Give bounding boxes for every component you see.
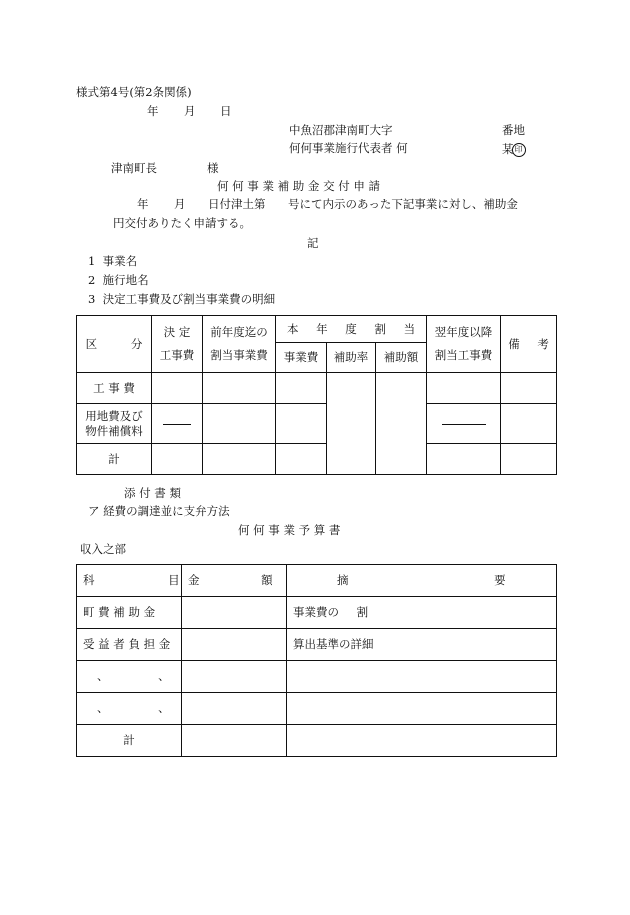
date-month: 月 xyxy=(184,104,196,118)
cell xyxy=(501,373,557,404)
cost-breakdown-table xyxy=(76,315,557,475)
dash-line xyxy=(442,424,486,425)
header-kettei-top: 決 定 xyxy=(163,325,191,340)
header-hojoritsu: 補助率 xyxy=(327,343,376,373)
address-label: 中魚沼郡津南町大字 xyxy=(289,123,393,137)
body-year: 年 xyxy=(137,197,149,211)
cell xyxy=(276,444,327,475)
applicant-name xyxy=(502,143,526,157)
row-koujihi: 工 事 費 xyxy=(77,373,152,404)
body-ref: 日付津土第 xyxy=(208,197,266,211)
header-kamoku: 科 目 xyxy=(77,565,182,597)
addressee-honorific: 様 xyxy=(207,161,219,175)
row-youchi xyxy=(77,404,152,444)
date-day: 日 xyxy=(220,104,232,118)
header-zennendo-bottom: 割当事業費 xyxy=(210,348,268,362)
header-zennendo xyxy=(203,316,276,373)
cell xyxy=(182,597,287,629)
applicant-label: 何何事業施行代表者 何 xyxy=(289,141,408,155)
body-month: 月 xyxy=(174,197,186,211)
cell xyxy=(276,404,327,444)
item-1 xyxy=(88,256,137,268)
cell xyxy=(182,693,287,725)
cell xyxy=(276,373,327,404)
cell xyxy=(182,629,287,661)
row-tekiyou xyxy=(287,693,557,725)
header-kingaku: 金 額 xyxy=(182,565,287,597)
cell-dash xyxy=(152,404,203,444)
row-tekiyou xyxy=(287,725,557,757)
item-label: 施行地名 xyxy=(102,273,149,287)
row-tekiyou: 事業費の 割 xyxy=(287,597,557,629)
row-kamoku: 、 、 xyxy=(77,661,182,693)
cell xyxy=(182,661,287,693)
cell xyxy=(427,373,501,404)
header-yokunendo-bottom: 割当工事費 xyxy=(434,348,493,362)
row-kamoku-total: 計 xyxy=(77,725,182,757)
header-tekiyou: 摘 要 xyxy=(287,565,557,597)
item-num: 2 xyxy=(88,273,96,287)
body-rest: 号にて内示のあった下記事業に対し、補助金 xyxy=(288,197,518,211)
attachments-title: 添 付 書 類 xyxy=(124,486,181,500)
item-3 xyxy=(88,294,275,306)
row-kei: 計 xyxy=(77,444,152,475)
header-kettei-bottom: 工事費 xyxy=(159,348,195,362)
applicant-name-text: 某 xyxy=(502,142,514,156)
cell xyxy=(203,404,276,444)
cell xyxy=(203,444,276,475)
item-label: 事業名 xyxy=(102,254,138,268)
cell xyxy=(501,444,557,475)
item-label: 決定工事費及び割当事業費の明細 xyxy=(102,292,276,306)
header-kettei xyxy=(152,316,203,373)
dash-line xyxy=(163,424,191,425)
form-number: 様式第4号(第2条関係) xyxy=(76,85,192,99)
cell-dash xyxy=(427,404,501,444)
item-num: 1 xyxy=(88,254,96,268)
row-youchi-bottom: 物件補償料 xyxy=(85,423,143,438)
header-zennendo-top: 前年度迄の xyxy=(210,325,268,340)
row-tekiyou xyxy=(287,661,557,693)
seal-icon: 印 xyxy=(512,143,526,157)
date-year: 年 xyxy=(147,104,159,118)
header-kubun: 区 分 xyxy=(77,316,152,373)
income-table xyxy=(76,564,557,757)
header-jigyouhi: 事業費 xyxy=(276,343,327,373)
header-yokunendo xyxy=(427,316,501,373)
ki-label: 記 xyxy=(307,236,319,250)
attachments-item: ア 経費の調達並に支弁方法 xyxy=(88,504,230,518)
cell xyxy=(152,373,203,404)
body-line2: 円交付ありたく申請する。 xyxy=(113,216,251,230)
cell xyxy=(152,444,203,475)
item-2 xyxy=(88,275,149,287)
header-honnendo: 本 年 度 割 当 xyxy=(276,316,427,343)
row-kamoku: 、 、 xyxy=(77,693,182,725)
item-num: 3 xyxy=(88,292,96,306)
row-tekiyou: 算出基準の詳細 xyxy=(287,629,557,661)
header-yokunendo-top: 翌年度以降 xyxy=(434,325,493,340)
cell xyxy=(203,373,276,404)
header-biko: 備 考 xyxy=(501,316,557,373)
cell xyxy=(182,725,287,757)
row-kamoku: 町 費 補 助 金 xyxy=(77,597,182,629)
addressee-title: 津南町長 xyxy=(111,161,157,175)
row-youchi-top: 用地費及び xyxy=(85,408,143,423)
row-kamoku: 受 益 者 負 担 金 xyxy=(77,629,182,661)
cell-hojoritsu-merged xyxy=(327,373,376,475)
cell-hojogaku-merged xyxy=(376,373,427,475)
cell xyxy=(427,444,501,475)
address-suffix: 番地 xyxy=(502,123,525,137)
income-label: 収入之部 xyxy=(80,542,126,556)
cell xyxy=(501,404,557,444)
form-title: 何 何 事 業 補 助 金 交 付 申 請 xyxy=(217,179,381,193)
header-hojogaku: 補助額 xyxy=(376,343,427,373)
budget-title: 何 何 事 業 予 算 書 xyxy=(238,523,341,537)
